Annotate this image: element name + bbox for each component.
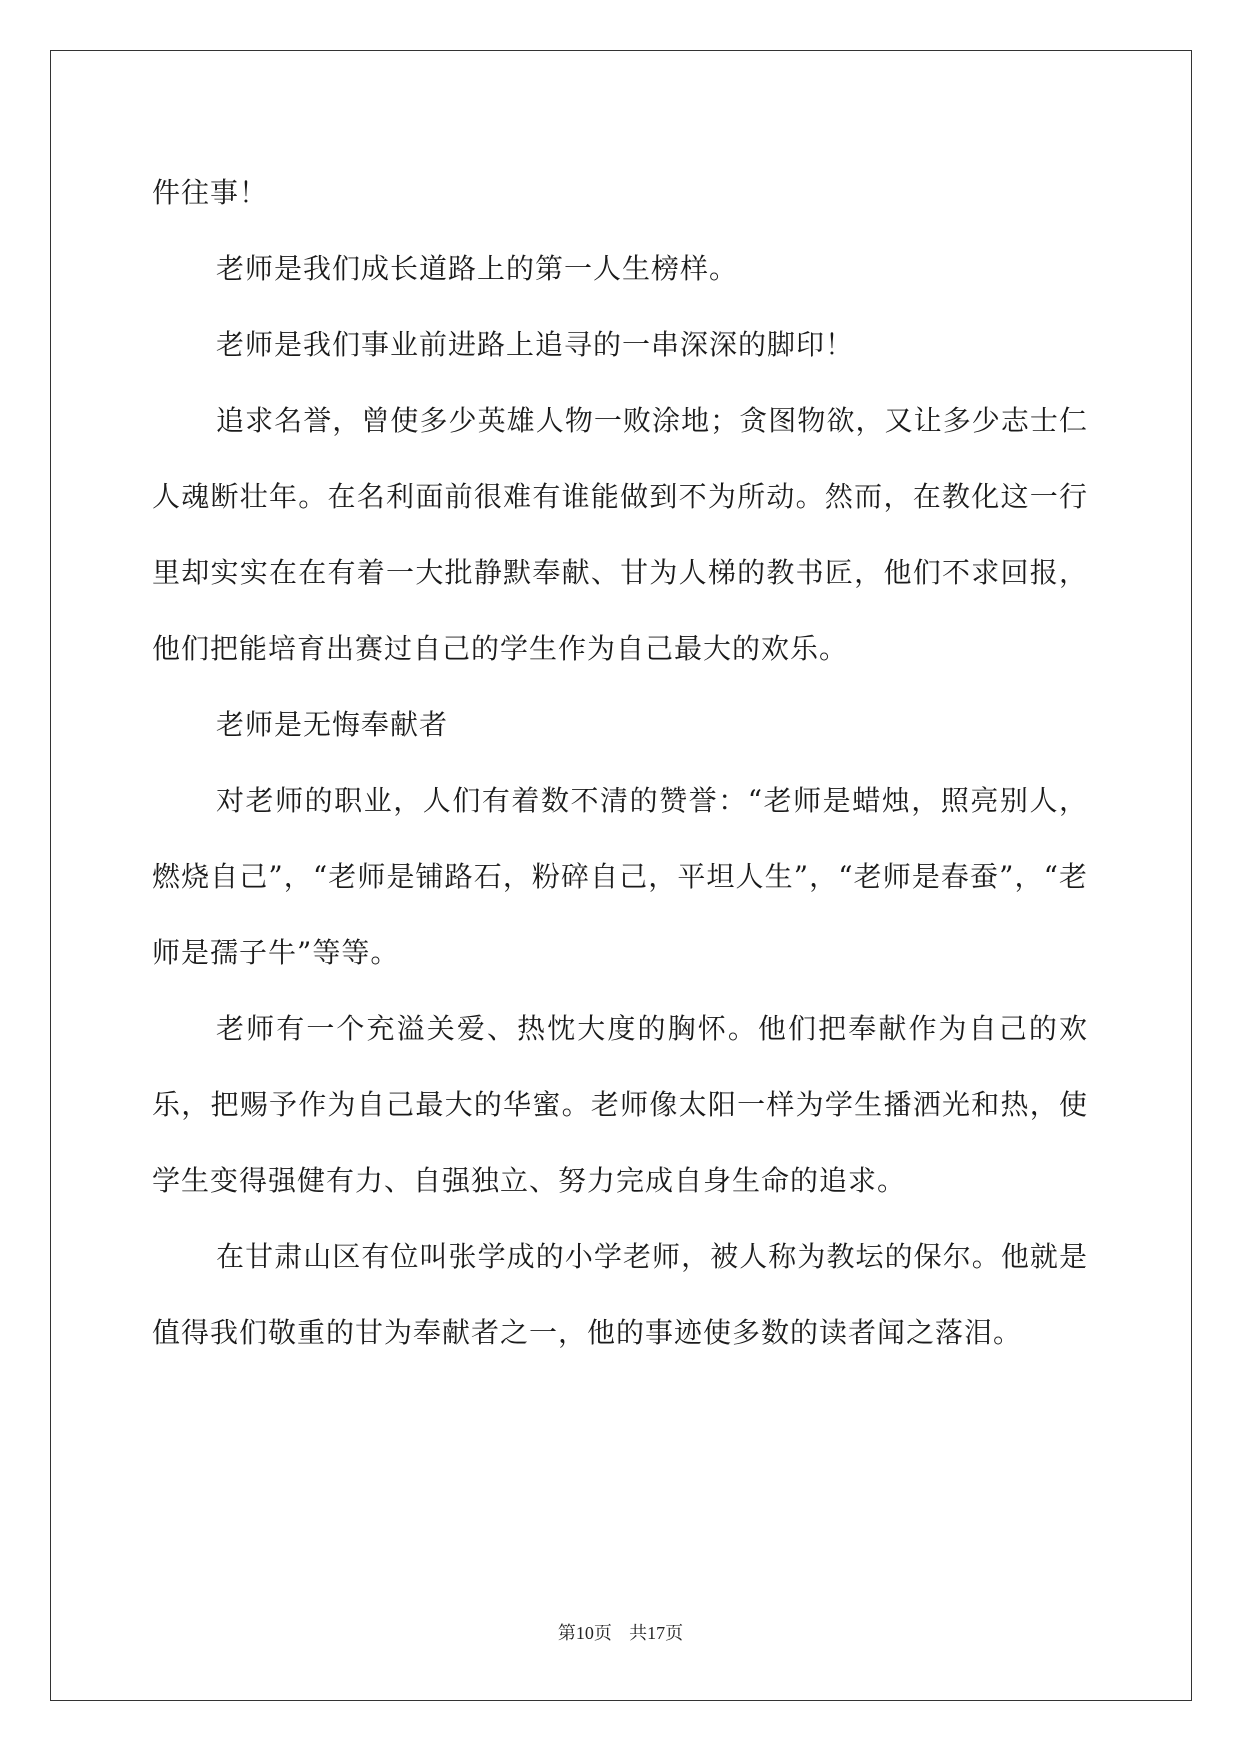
footer-total-suffix: 页	[665, 1623, 684, 1644]
page-footer	[0, 1621, 1241, 1646]
footer-page-number: 10	[575, 1623, 594, 1643]
footer-total-pages: 17	[647, 1623, 666, 1643]
document-body	[152, 155, 1088, 1371]
paragraph: 老师是我们事业前进路上追寻的一串深深的脚印！	[216, 328, 855, 361]
paragraph: 追求名誉，曾使多少英雄人物一败涂地；贪图物欲，又让多少志士仁人魂断壮年。在名利面前很难有谁能做到不为所动。然而，在教化这一行里却实实在在有着一大批静默奉献、甘为人梯的教书匠，他们不求回报，他们把能培育出赛过自己的学生作为自己最大的欢乐。	[152, 404, 1088, 665]
paragraph: 老师是我们成长道路上的第一人生榜样。	[216, 252, 739, 285]
paragraph: 件往事！	[152, 176, 269, 209]
paragraph: 老师有一个充溢关爱、热忱大度的胸怀。他们把奉献作为自己的欢乐，把赐予作为自己最大的华蜜。老师像太阳一样为学生播洒光和热，使学生变得强健有力、自强独立、努力完成自身生命的追求。	[152, 1012, 1088, 1197]
paragraph: 在甘肃山区有位叫张学成的小学老师，被人称为教坛的保尔。他就是值得我们敬重的甘为奉献者之一，他的事迹使多数的读者闻之落泪。	[152, 1240, 1088, 1349]
paragraph: 老师是无悔奉献者	[216, 708, 449, 741]
footer-total-prefix: 共	[629, 1623, 648, 1644]
paragraph: 对老师的职业，人们有着数不清的赞誉：“老师是蜡烛，照亮别人，燃烧自己”，“老师是铺路石，粉碎自己，平坦人生”，“老师是春蚕”，“老师是孺子牛”等等。	[152, 784, 1088, 969]
footer-prefix: 第	[557, 1623, 576, 1644]
footer-page-suffix: 页	[593, 1623, 612, 1644]
